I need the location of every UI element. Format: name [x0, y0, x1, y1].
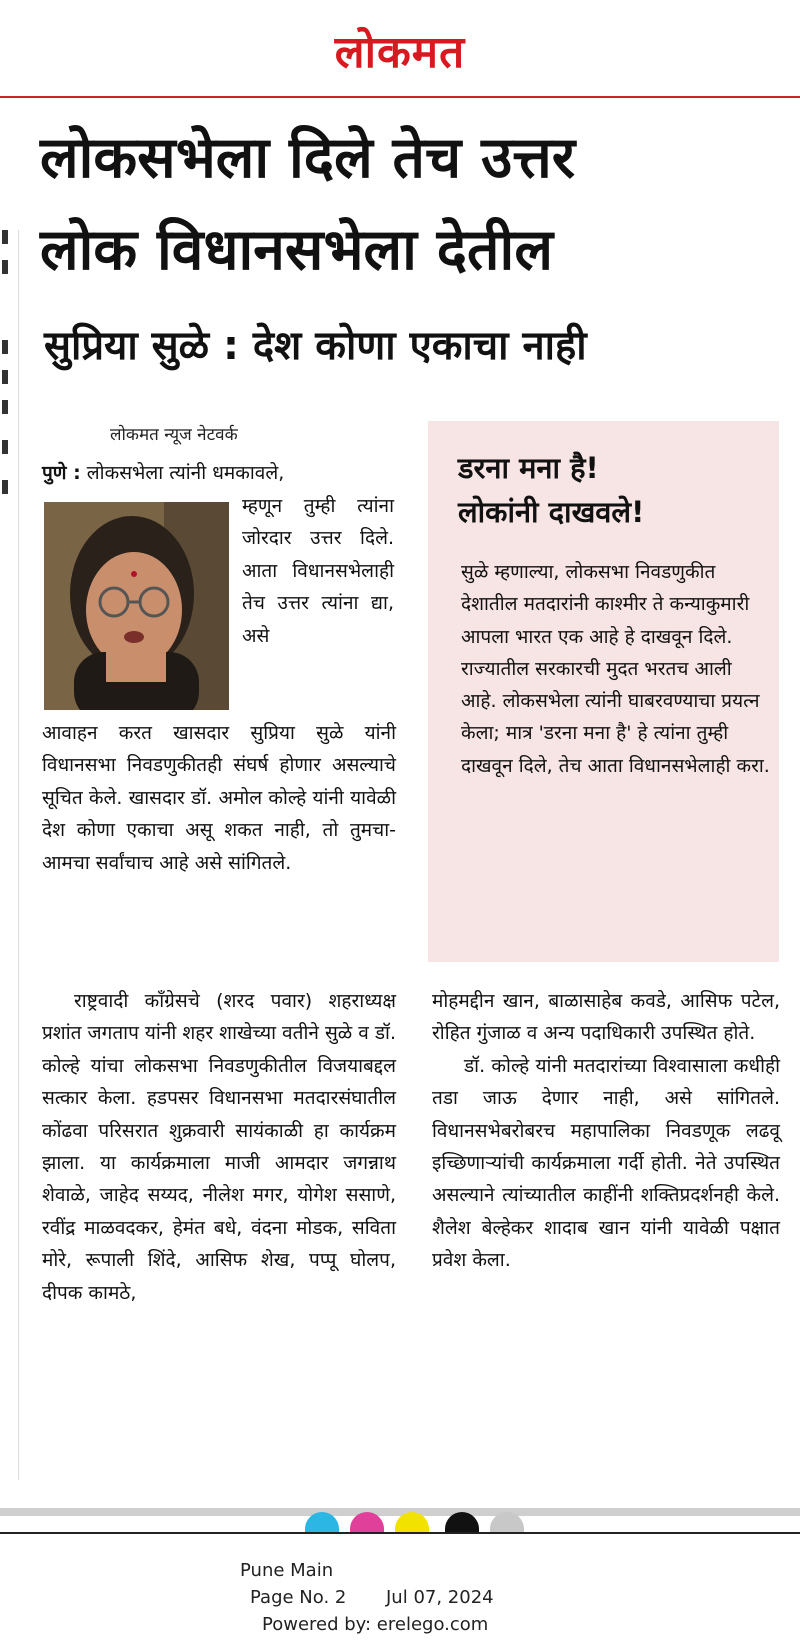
- footer-rule: [0, 1532, 800, 1534]
- byline: लोकमत न्यूज नेटवर्क: [110, 425, 238, 445]
- dateline: पुणे :: [42, 462, 81, 484]
- article-intro-wrap: म्हणून तुम्ही त्यांना जोरदार उत्तर दिले. आता विधानसभेलाही तेच उत्तर त्यांना द्या, असे: [242, 495, 394, 647]
- edge-fragment: [2, 370, 8, 384]
- portrait-photo: [44, 502, 229, 710]
- sidebox-title-line-1: डरना मना है!: [458, 451, 599, 485]
- magenta-registration-mark: [350, 1512, 384, 1534]
- sidebox-title: [458, 446, 644, 534]
- subheadline: सुप्रिया सुळे : देश कोणा एकाचा नाही: [44, 323, 587, 369]
- masthead: [0, 0, 800, 96]
- sidebox-title-line-2: लोकांनी दाखवले!: [458, 495, 645, 529]
- masthead-rule: [0, 96, 800, 98]
- edge-fragment: [2, 260, 8, 274]
- article-intro-first-line: [42, 457, 396, 489]
- page-number: Page No. 2: [250, 1587, 347, 1608]
- edge-fragment: [2, 230, 8, 244]
- article-paragraph-2: राष्ट्रवादी काँग्रेसचे (शरद पवार) शहराध्यक्ष प्रशांत जगताप यांनी शहर शाखेच्या वतीने सुळे व डॉ. कोल्हे यांचा लोकसभा निवडणुकीतील विजयाबद्दल सत्कार केला. हडपसर विधानसभा मतदारसंघातील कोंढवा परिसरात शुक्रवारी सायंकाळी हा कार्यक्रम झाला. या कार्यक्रमाला माजी आमदार जगन्नाथ शेवाळे, जाहेद सय्यद, नीलेश मगर, योगेश ससाणे, रवींद्र माळवदकर, हेमंत बधे, वंदना मोडक, सविता मोरे, रूपाली शिंदे, आसिफ शेख, पप्पू घोलप, दीपक कामठे,: [42, 990, 397, 1304]
- column-2-paragraph-1: मोहमद्दीन खान, बाळासाहेब कवडे, आसिफ पटेल, रोहित गुंजाळ व अन्य पदाधिकारी उपस्थित होते.: [432, 990, 780, 1045]
- sidebox-text: सुळे म्हणाल्या, लोकसभा निवडणुकीत देशातील मतदारांनी काश्मीर ते कन्याकुमारी आपला भारत एक आहे हे दाखवून दिले. राज्यातील सरकारची मुदत भरतच आली आहे. लोकसभेला त्यांनी घाबरवण्याचा प्रयत्न केला; मात्र 'डरना मना है' हे त्यांना तुम्ही दाखवून दिले, तेच आता विधानसभेलाही करा.: [461, 561, 770, 777]
- yellow-registration-mark: [395, 1512, 429, 1534]
- newspaper-logo: लोकमत: [334, 27, 466, 78]
- column-2-paragraph-2: डॉ. कोल्हे यांनी मतदारांच्या विश्वासाला कधीही तडा जाऊ देणार नाही, असे सांगितले. विधानसभेबरोबरच महापालिका निवडणूक लढवू इच्छिणाऱ्यांची कार्यक्रमाला गर्दी होती. नेते उपस्थित असल्याने त्यांच्यातील काहींनी शक्तिप्रदर्शनही केले. शैलेश बेल्हेकर शादाब खान यांनी यावेळी पक्षात प्रवेश केला.: [432, 1054, 780, 1272]
- black-registration-mark: [445, 1512, 479, 1534]
- headline: [40, 112, 770, 296]
- edition-label: Pune Main: [240, 1560, 334, 1581]
- headline-line-2: लोक विधानसभेला देतील: [40, 217, 553, 283]
- edge-fragment: [2, 340, 8, 354]
- article-column-2: [432, 985, 780, 1277]
- edge-fragment: [2, 440, 8, 454]
- registration-marks: [0, 1512, 800, 1534]
- headline-line-1: लोकसभेला दिले तेच उत्तर: [40, 125, 576, 191]
- portrait-illustration: [44, 502, 229, 710]
- adjacent-article-edge: [0, 230, 19, 1480]
- gray-registration-mark: [490, 1512, 524, 1534]
- publication-date: Jul 07, 2024: [386, 1587, 494, 1608]
- cyan-registration-mark: [305, 1512, 339, 1534]
- edge-fragment: [2, 400, 8, 414]
- intro-first-line-text: लोकसभेला त्यांनी धमकावले,: [86, 462, 285, 484]
- article-intro-rest: आवाहन करत खासदार सुप्रिया सुळे यांनी विधानसभा निवडणुकीतही संघर्ष होणार असल्याचे सूचित केले. खासदार डॉ. अमोल कोल्हे यांनी यावेळी देश कोणा एकाचा असू शकत नाही, तो तुमचा-आमचा सर्वांचाच आहे असे सांगितले.: [42, 722, 396, 874]
- powered-by-link[interactable]: Powered by: erelego.com: [262, 1614, 489, 1635]
- edge-fragment: [2, 480, 8, 494]
